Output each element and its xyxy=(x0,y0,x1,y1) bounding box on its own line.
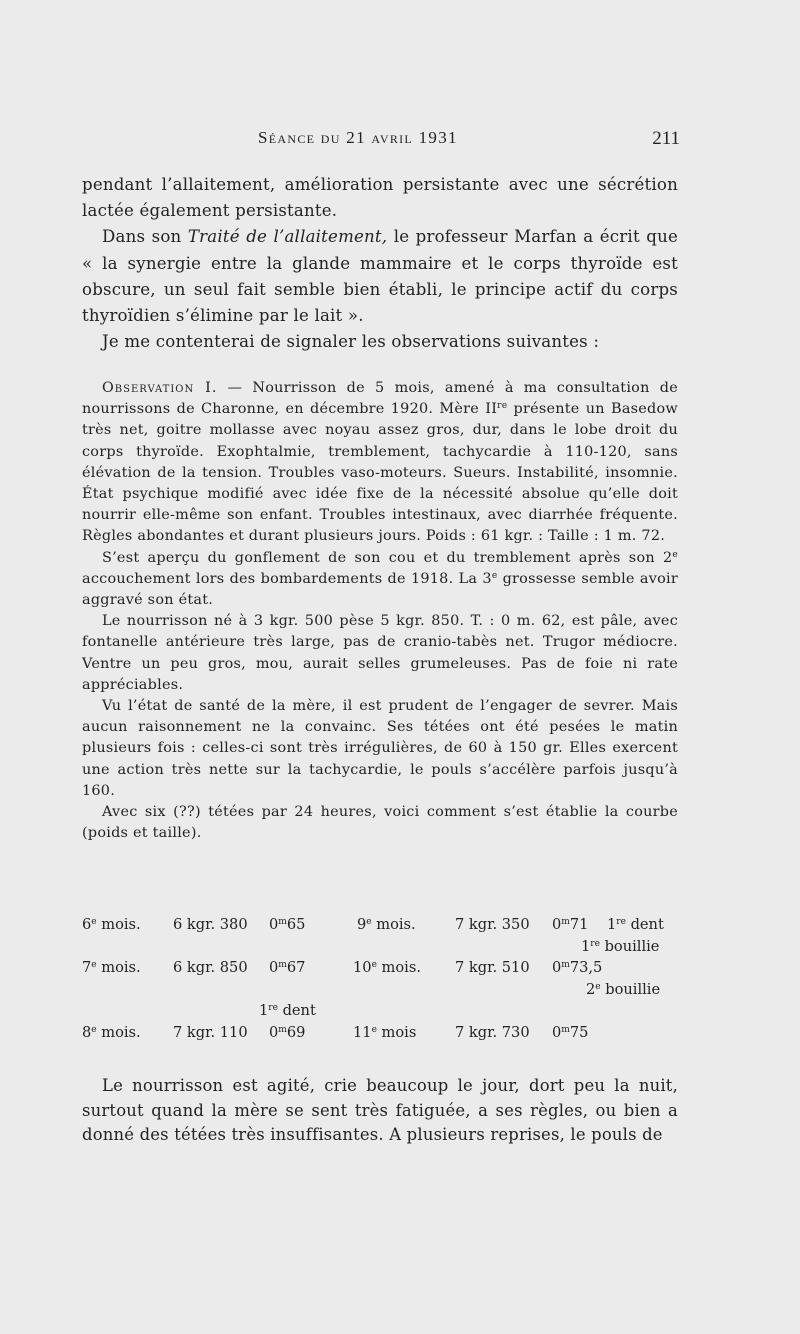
superscript: e xyxy=(491,570,498,581)
month-cell: 9e mois. xyxy=(357,916,416,933)
weight-cell: 7 kgr. 730 xyxy=(455,1023,530,1041)
intro-text xyxy=(82,172,678,355)
italic-title: Traité de l’allaitement, xyxy=(187,227,388,247)
text-run: S’est aperçu du gonflement de son cou et du tremblement après son 2 xyxy=(102,549,673,566)
table-row xyxy=(82,979,682,1001)
superscript: e xyxy=(672,549,678,560)
text-run: le professeur Marfan a écrit que « la synergie entre la glande mammaire et le corps thyroïde est obscure, un seul fait semble bien établi, le principe actif du corps thyroïdien s’élimine par le lait ». xyxy=(82,227,678,326)
paragraph: Le nourrisson né à 3 kgr. 500 pèse 5 kgr. 850. T. : 0 m. 62, est pâle, avec fontanelle antérieure très large, pas de cranio-tabès net. Trugor médiocre. Ventre un peu gros, mou, aurait selles grumeleuses. Pas de foie ni rate appréciables. xyxy=(82,613,678,693)
paragraph: Je me contenterai de signaler les observations suivantes : xyxy=(102,332,600,352)
paragraph xyxy=(82,548,678,612)
note-cell: 1re bouillie xyxy=(581,937,660,955)
height-cell: 0$^m$73,5 xyxy=(552,959,603,976)
month-cell: 8e mois. xyxy=(82,1023,141,1041)
note-cell: 1re dent xyxy=(259,1002,316,1019)
month-cell: 11e mois xyxy=(353,1023,417,1041)
observation-heading: Observation I. xyxy=(102,380,218,396)
weight-cell: 7 kgr. 350 xyxy=(455,916,530,933)
height-cell: 0$^m$65 xyxy=(269,916,306,933)
page-header xyxy=(82,126,680,154)
superscript: re xyxy=(497,401,508,412)
paragraph xyxy=(82,224,678,329)
closing-text xyxy=(82,1074,678,1148)
growth-table xyxy=(82,914,682,1043)
note-cell: 1re dent xyxy=(607,916,664,933)
weight-cell: 7 kgr. 510 xyxy=(455,959,530,976)
text-run: grossesse semble avoir aggravé son état. xyxy=(82,570,678,609)
paragraph: Le nourrisson est agité, crie beaucoup le jour, dort peu la nuit, surtout quand la mère se sent très fatiguée, a ses règles, ou bien a donné des tétées très insuffisantes. A plusieurs reprises, le pouls de xyxy=(82,1076,678,1144)
table-row xyxy=(82,957,682,979)
paragraph: Vu l’état de santé de la mère, il est prudent de l’engager de sevrer. Mais aucun raisonnement ne la convainc. Ses tétées ont été pesées le matin plusieurs fois : celles-ci sont très irrégulières, de 60 à 150 gr. Elles exercent une action très nette sur la tachycardie, le pouls s’accélère parfois jusqu’à 160. xyxy=(82,698,678,799)
table-row xyxy=(82,936,682,958)
page-number: 211 xyxy=(652,128,680,149)
height-cell: 0$^m$75 xyxy=(552,1023,589,1041)
height-cell: 0$^m$67 xyxy=(269,959,306,976)
note-cell: 2e bouillie xyxy=(586,980,661,998)
month-cell: 6e mois. xyxy=(82,916,141,933)
weight-cell: 6 kgr. 850 xyxy=(173,959,248,976)
text-run: — Nourrisson de 5 mois, amené à ma consultation de nourrissons de Charonne, en décembre 1920. Mère II xyxy=(82,380,679,418)
table-row xyxy=(82,1000,682,1022)
text-run: Dans son xyxy=(102,227,188,247)
table-row xyxy=(82,914,682,936)
observation-block xyxy=(82,378,678,844)
paragraph: Avec six (??) tétées par 24 heures, voici comment s’est établie la courbe (poids et taille). xyxy=(82,804,678,842)
paragraph xyxy=(82,378,678,548)
weight-cell: 7 kgr. 110 xyxy=(173,1023,248,1041)
running-title: Séance du 21 avril 1931 xyxy=(258,128,458,147)
text-run: accouchement lors des bombardements de 1918. La 3 xyxy=(82,570,492,587)
month-cell: 7e mois. xyxy=(82,959,141,976)
text-run: présente un Basedow très net, goitre mollasse avec noyau assez gros, dur, dans le lobe droit du corps thyroïde. Exophtalmie, tremblement, tachycardie à 110-120, sans élévation de la tension. Troubles vaso-moteurs. Sueurs. Instabilité, insomnie. État psychique modifié avec idée fixe de la nécessité absolue qu’elle doit nourrir elle-même son enfant. Troubles intestinaux, avec diarrhée fréquente. Règles abondantes et durant plusieurs jours. Poids : 61 kgr. : Taille : 1 m. 72. xyxy=(82,401,679,545)
paragraph: pendant l’allaitement, amélioration persistante avec une sécrétion lactée également persistante. xyxy=(82,175,678,221)
table-row xyxy=(82,1022,682,1044)
height-cell: 0$^m$69 xyxy=(269,1023,306,1041)
height-cell: 0$^m$71 xyxy=(552,916,589,933)
weight-cell: 6 kgr. 380 xyxy=(173,916,248,933)
month-cell: 10e mois. xyxy=(353,959,421,976)
